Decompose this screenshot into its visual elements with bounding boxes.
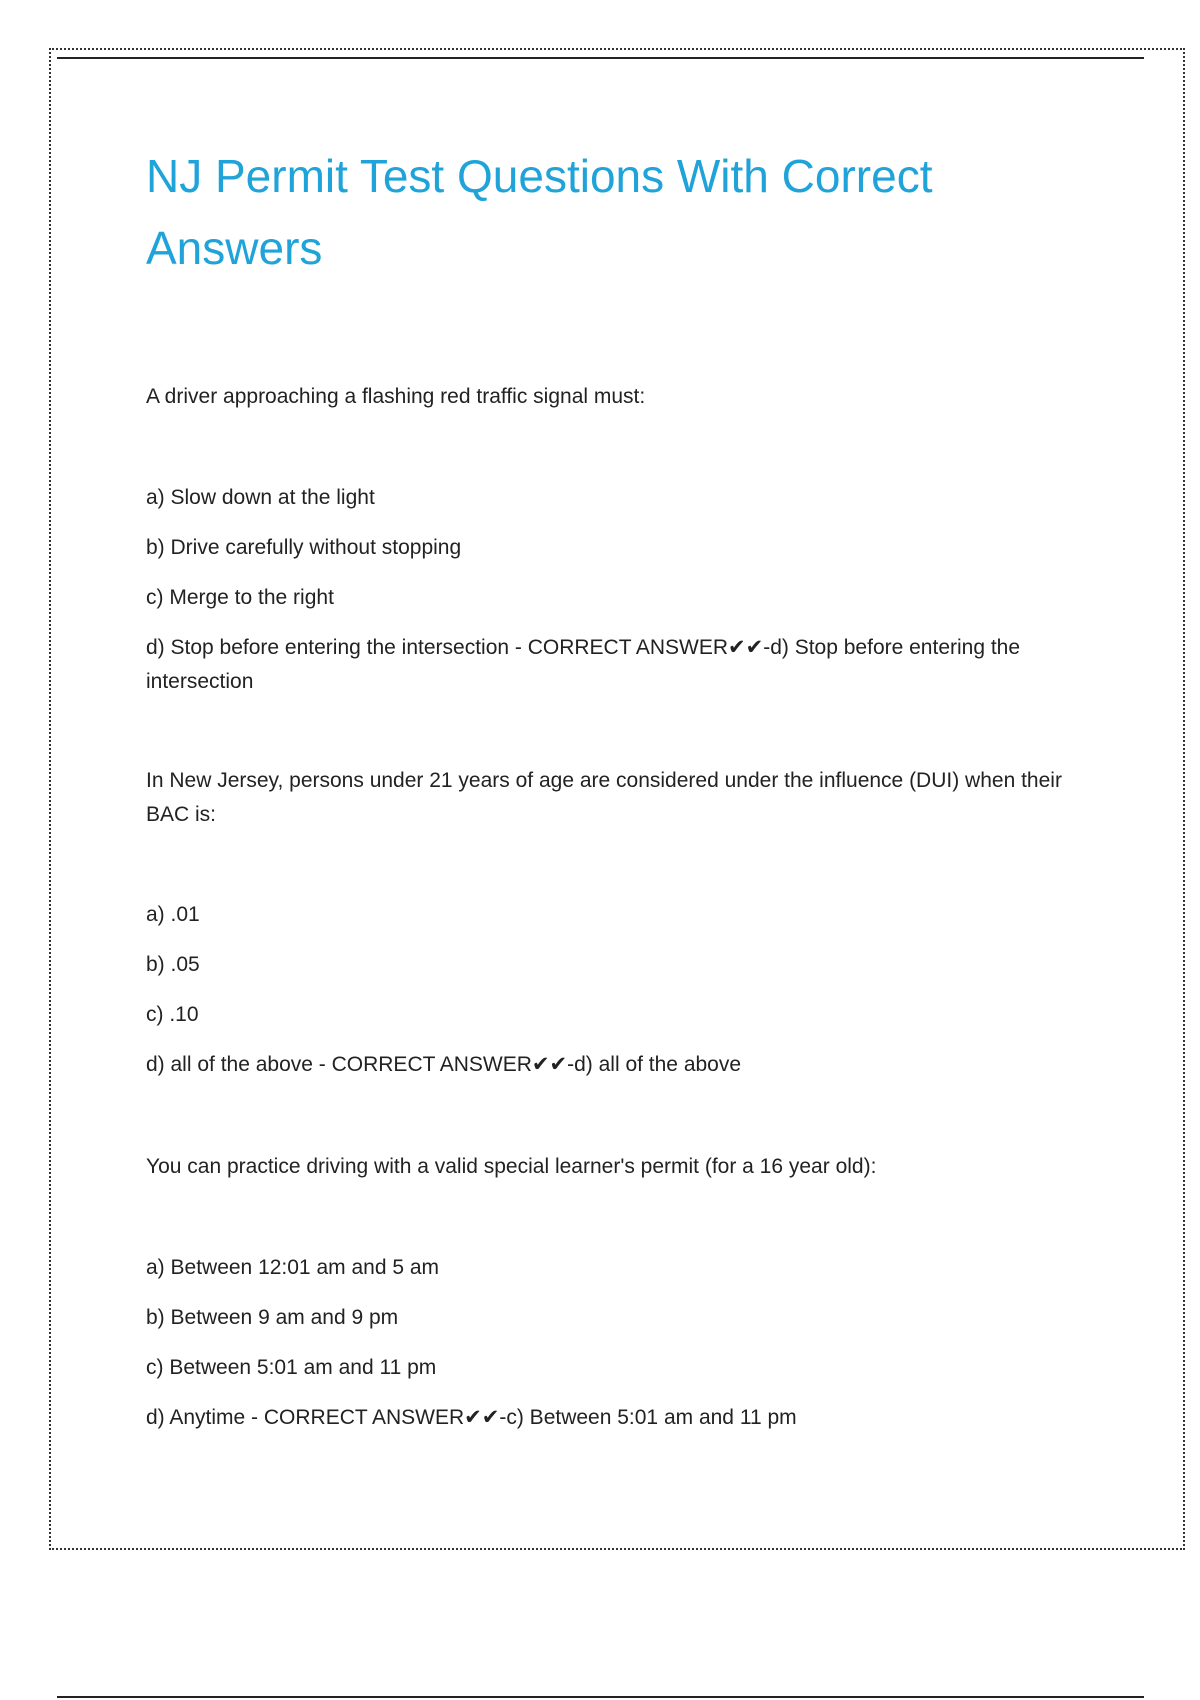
answer-option-d-correct: d) all of the above - CORRECT ANSWER✔✔-d) all of the above — [146, 1053, 742, 1076]
answer-option-b: b) Between 9 am and 9 pm — [146, 1306, 399, 1329]
footer-rule — [57, 1696, 1144, 1698]
answer-option-a: a) Between 12:01 am and 5 am — [146, 1256, 440, 1279]
answer-options — [146, 898, 1096, 1082]
answer-options — [146, 1251, 1096, 1435]
question-text: You can practice driving with a valid special learner's permit (for a 16 year old): — [146, 1155, 877, 1178]
question-block-3 — [146, 1150, 1096, 1435]
question-text: A driver approaching a flashing red traffic signal must: — [146, 385, 646, 408]
answer-option-a: a) .01 — [146, 903, 200, 926]
answer-option-d-correct: d) Anytime - CORRECT ANSWER✔✔-c) Between 5:01 am and 11 pm — [146, 1406, 797, 1429]
answer-option-d-correct: d) Stop before entering the intersection - CORRECT ANSWER✔✔-d) Stop before entering the intersection — [146, 636, 1021, 693]
answer-option-c: c) Between 5:01 am and 11 pm — [146, 1356, 437, 1379]
question-text: In New Jersey, persons under 21 years of age are considered under the influence (DUI) when their BAC is: — [146, 769, 1062, 826]
answer-option-c: c) Merge to the right — [146, 586, 334, 609]
answer-options — [146, 481, 1096, 699]
answer-option-b: b) .05 — [146, 953, 200, 976]
answer-option-c: c) .10 — [146, 1003, 199, 1026]
header-rule — [57, 57, 1144, 59]
question-block-1 — [146, 380, 1096, 699]
document-body — [146, 140, 1096, 1429]
answer-option-b: b) Drive carefully without stopping — [146, 536, 462, 559]
answer-option-a: a) Slow down at the light — [146, 486, 375, 509]
document-title: NJ Permit Test Questions With Correct Answers — [146, 150, 933, 274]
question-block-2 — [146, 764, 1096, 1082]
